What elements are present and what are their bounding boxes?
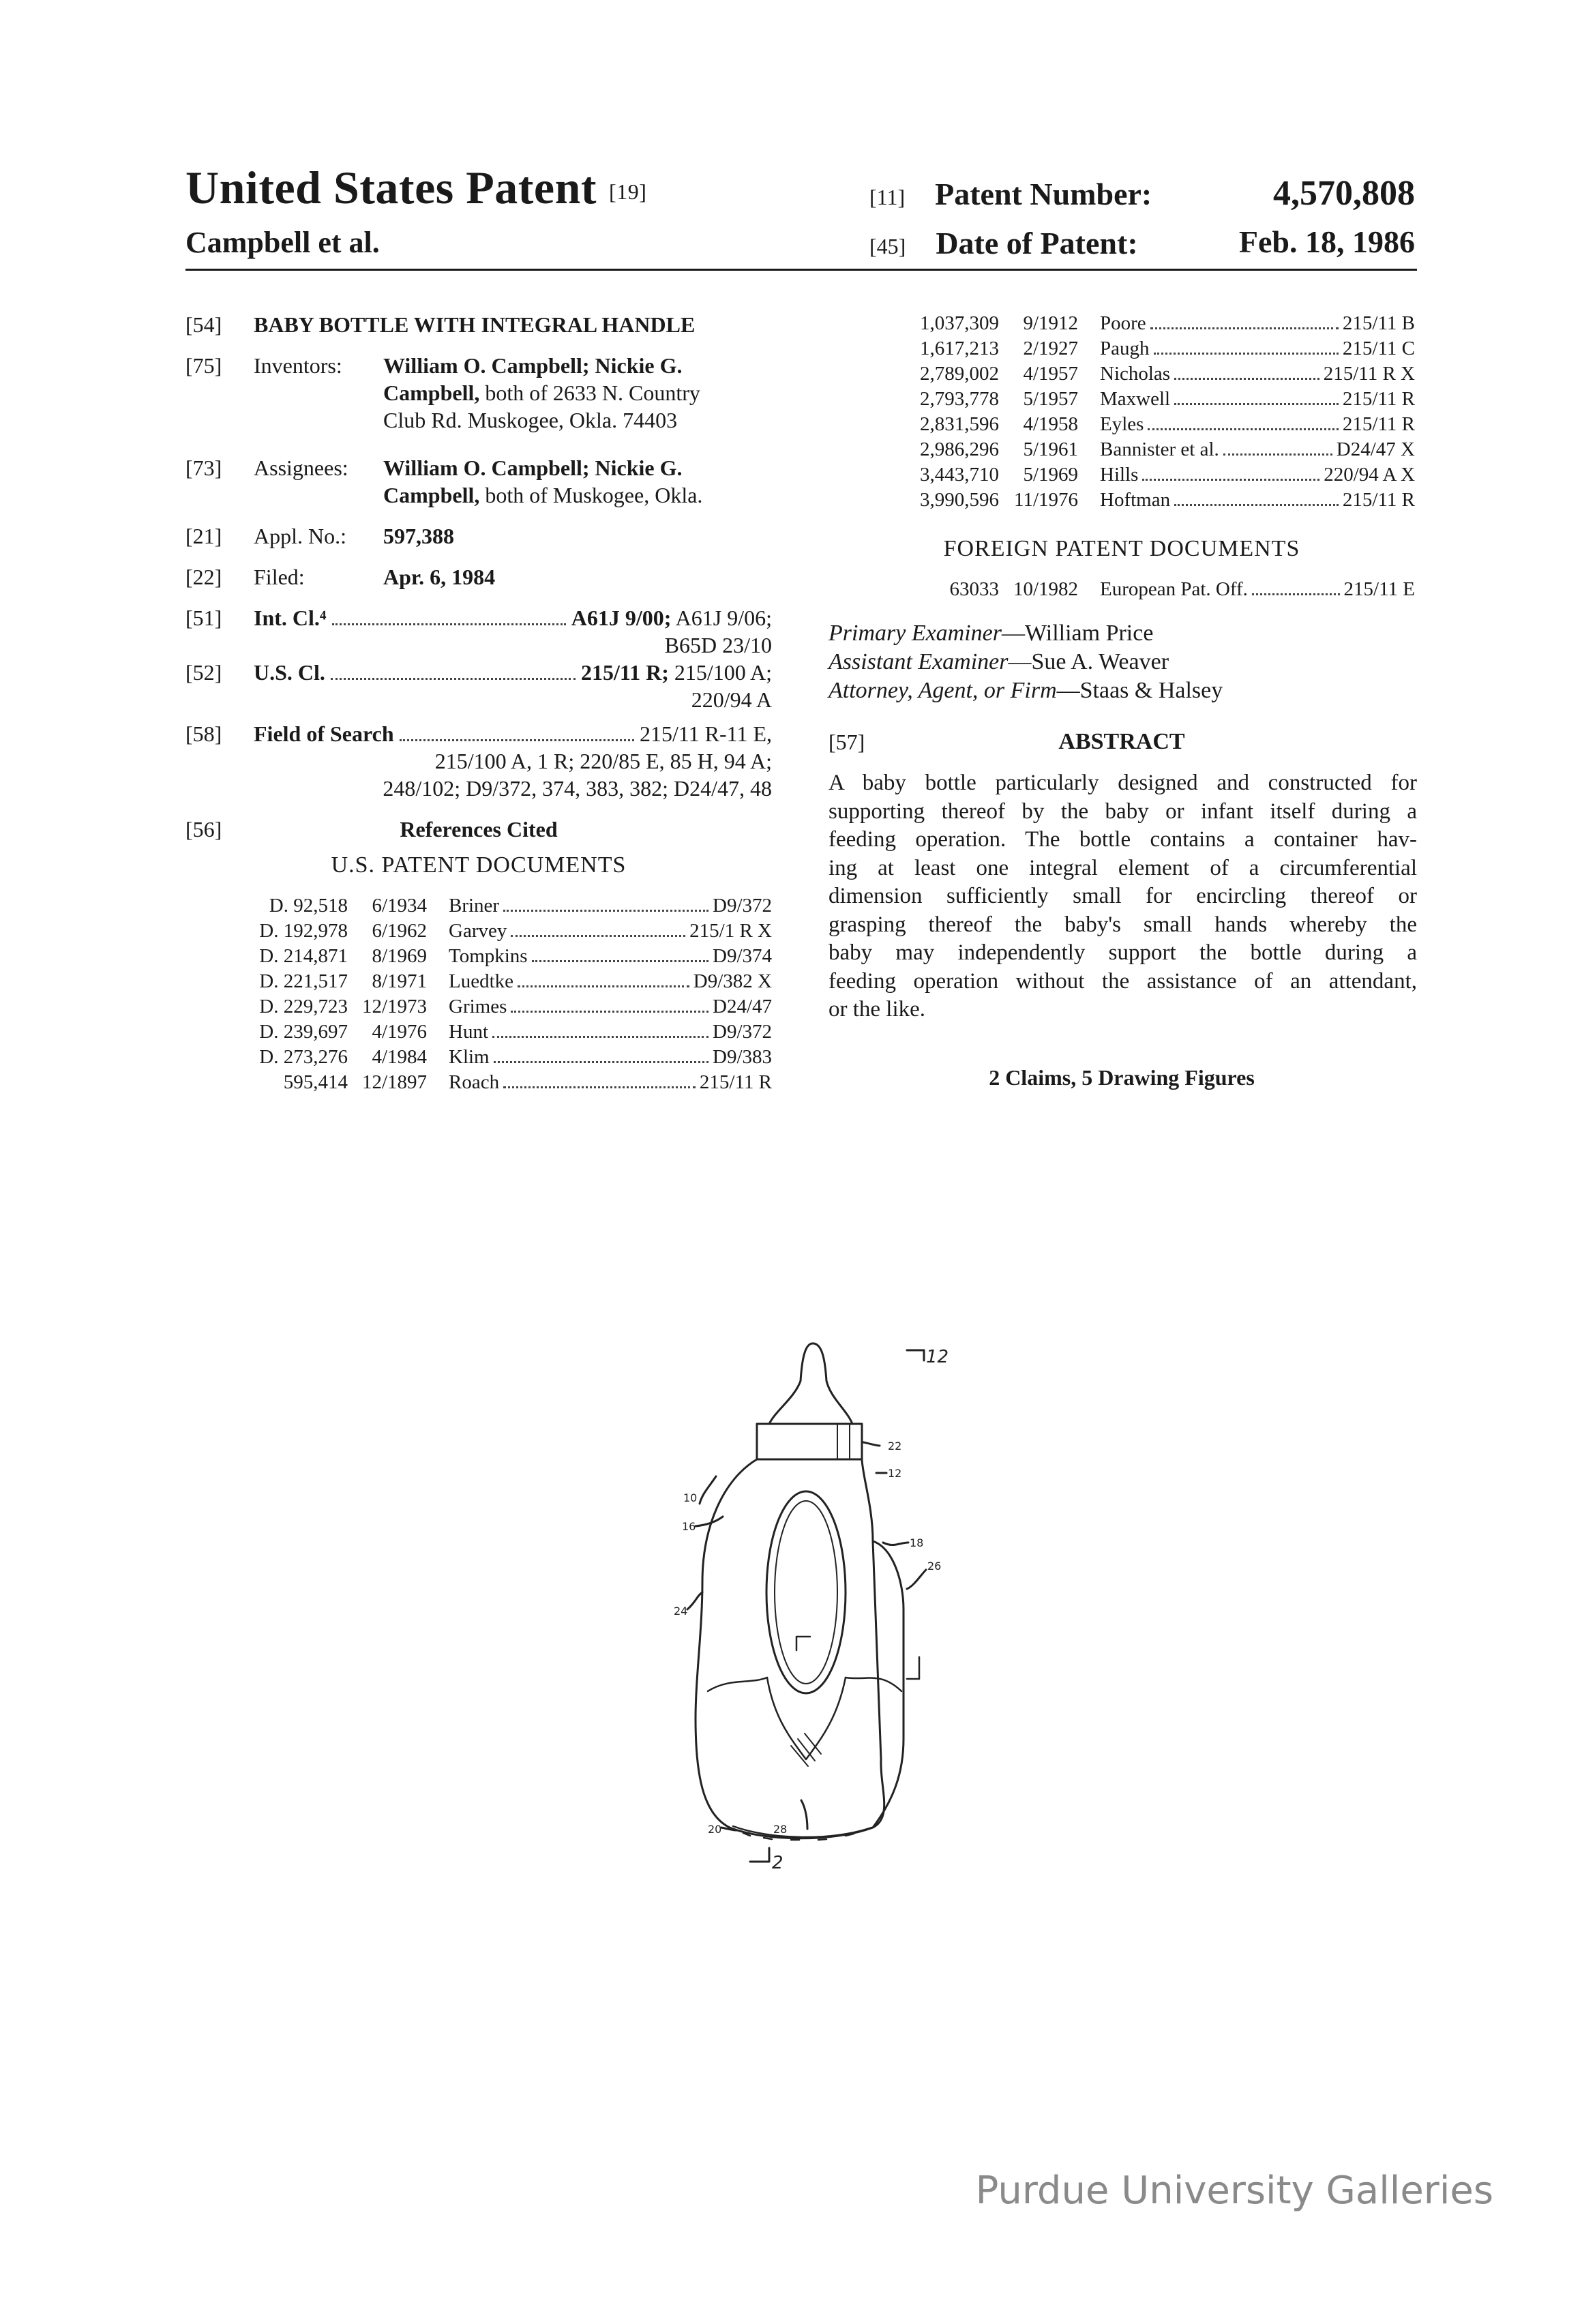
abstract-line: A baby bottle particularly designed and constructed for xyxy=(829,771,1417,795)
patent-date: Feb. 18, 1986 xyxy=(1238,224,1415,259)
patent-class: D9/372 xyxy=(713,1021,772,1043)
patent-date: 2/1927 xyxy=(1023,338,1078,359)
bottom-fig-label: 2 xyxy=(772,1853,783,1873)
patent-inventor: Poore xyxy=(1100,312,1146,334)
assignees-field: [73] Assignees: William O. Campbell; Nickie G. Campbell, both of Muskogee, Okla. xyxy=(185,456,703,507)
patent-inventor: Maxwell xyxy=(1100,388,1171,410)
patent-num: 2,831,596 xyxy=(920,413,999,435)
patent-date: 4/1957 xyxy=(1023,363,1078,385)
table-row xyxy=(205,893,772,919)
number-code: [11] xyxy=(869,185,906,209)
foreign-docs-head: FOREIGN PATENT DOCUMENTS xyxy=(943,536,1300,561)
patent-inventor: Eyles xyxy=(1100,413,1144,435)
patent-date: 9/1912 xyxy=(1023,312,1078,334)
table-row xyxy=(856,437,1415,462)
table-row xyxy=(856,311,1415,336)
us-docs-head: U.S. PATENT DOCUMENTS xyxy=(331,852,627,878)
patent-inventor: Hunt xyxy=(449,1021,488,1043)
collar xyxy=(757,1424,862,1459)
table-row xyxy=(205,994,772,1019)
patent-date: 5/1957 xyxy=(1023,388,1078,410)
patent-class: 215/11 R xyxy=(1342,413,1415,435)
patent-date: 5/1961 xyxy=(1023,438,1078,460)
assistant-examiner: —Sue A. Weaver xyxy=(1008,649,1169,674)
filed-field: [22] Filed: Apr. 6, 1984 xyxy=(185,565,496,589)
abstract-line: dimension sufficiently small for encircling thereof or xyxy=(829,884,1417,908)
table-row xyxy=(205,1045,772,1070)
figure-label: 12 xyxy=(926,1347,949,1367)
primary-examiner: —William Price xyxy=(1002,621,1154,646)
patent-num: 1,617,213 xyxy=(920,338,999,359)
date-label: Date of Patent: xyxy=(936,226,1138,260)
table-row xyxy=(205,1070,772,1095)
patent-class: 215/11 R X xyxy=(1323,363,1415,385)
patent-num: 2,986,296 xyxy=(920,438,999,460)
patent-date: 12/1973 xyxy=(361,996,427,1017)
patent-date-line xyxy=(869,225,1415,261)
patent-inventor: Luedtke xyxy=(449,970,514,992)
liquid-level xyxy=(708,1678,901,1691)
number-label: Patent Number: xyxy=(935,177,1152,211)
abstract-line: ing at least one integral element of a circumferential xyxy=(829,855,1417,880)
attorney: —Staas & Halsey xyxy=(1056,678,1223,703)
table-row: 63033 10/1982 European Pat. Off. 215/11 E xyxy=(949,578,1415,600)
patent-inventor: Bannister et al. xyxy=(1100,438,1219,460)
claims-count: 2 Claims, 5 Drawing Figures xyxy=(989,1065,1255,1090)
patent-inventor: Roach xyxy=(449,1071,500,1093)
handle-opening xyxy=(766,1491,846,1693)
table-row xyxy=(205,1019,772,1045)
table-row xyxy=(856,336,1415,361)
patent-num: 2,789,002 xyxy=(920,363,999,385)
patent-number: 4,570,808 xyxy=(1273,174,1415,213)
abstract-line: or the like. xyxy=(829,997,926,1022)
references-cited-head: [56] References Cited xyxy=(185,817,558,841)
ref-22: 22 xyxy=(888,1440,902,1452)
abstract-line: supporting thereof by the baby or infant itself during a xyxy=(829,799,1417,824)
filed-date: Apr. 6, 1984 xyxy=(383,565,496,589)
patent-title xyxy=(185,161,646,215)
patent-class: D9/374 xyxy=(713,945,772,967)
int-cl-field: [51] Int. Cl.⁴ A61J 9/00; A61J 9/06; B65D 23/10 xyxy=(185,606,772,657)
bottle-base xyxy=(733,1826,871,1840)
patent-inventor: Hills xyxy=(1100,464,1139,486)
ref-26: 26 xyxy=(927,1560,942,1573)
table-row xyxy=(205,944,772,969)
patent-inventor: Garvey xyxy=(449,920,507,942)
abstract-line: grasping thereof the baby's small hands whereby the xyxy=(829,912,1417,937)
table-row xyxy=(856,387,1415,412)
abstract-text xyxy=(829,769,1417,1024)
abstract-head: [57] ABSTRACT xyxy=(829,729,1185,754)
patent-num: D. 214,871 xyxy=(259,945,348,967)
patent-date: 8/1971 xyxy=(372,970,427,992)
bottle-body xyxy=(696,1459,884,1838)
patent-number-line xyxy=(869,176,1415,212)
examiners-block: Primary Examiner—William Price Assistant Examiner—Sue A. Weaver Attorney, Agent, or Firm—Staas & Halsey xyxy=(829,621,1223,703)
inventor-short: Campbell et al. xyxy=(185,226,380,259)
date-code: [45] xyxy=(869,234,906,258)
field-of-search: [58] Field of Search 215/11 R-11 E, 215/100 A, 1 R; 220/85 E, 85 H, 94 A; 248/102; D9/372, 374, 383, 382; D24/47, 48 xyxy=(185,721,772,801)
patent-num: D. 273,276 xyxy=(259,1046,348,1068)
ref-10: 10 xyxy=(683,1491,698,1504)
inventors-field: [75] Inventors: William O. Campbell; Nickie G. Campbell, both of 2633 N. Country Club Rd. Muskogee, Okla. 74403 xyxy=(185,353,700,432)
patent-inventor: Paugh xyxy=(1100,338,1150,359)
patent-class: 215/11 B xyxy=(1342,312,1415,334)
patent-inventor: Briner xyxy=(449,895,500,917)
patent-class: 220/94 A X xyxy=(1324,464,1415,486)
table-row xyxy=(856,412,1415,437)
patent-class: D24/47 X xyxy=(1336,438,1415,460)
appl-no: 597,388 xyxy=(383,524,454,548)
abstract-line: feeding operation without the assistance of an attendant, xyxy=(829,968,1417,994)
patent-date: 5/1969 xyxy=(1023,464,1078,486)
patent-date: 11/1976 xyxy=(1014,489,1078,511)
patent-class: 215/11 R xyxy=(699,1071,772,1093)
inventor-address: Club Rd. Muskogee, Okla. 74403 xyxy=(383,408,678,432)
patent-num: D. 192,978 xyxy=(259,920,348,942)
patent-date: 6/1934 xyxy=(372,895,427,917)
table-row xyxy=(856,462,1415,488)
ref-28: 28 xyxy=(773,1823,788,1836)
table-row xyxy=(856,361,1415,387)
us-patents-left-table xyxy=(205,893,772,1095)
patent-class: D24/47 xyxy=(713,996,772,1017)
patent-class: D9/382 X xyxy=(693,970,772,992)
patent-drawing xyxy=(655,1323,996,1882)
patent-num: D. 239,697 xyxy=(259,1021,348,1043)
patent-title-text: United States Patent xyxy=(185,162,597,213)
header-rule xyxy=(185,269,1417,271)
patent-date: 4/1976 xyxy=(372,1021,427,1043)
table-row xyxy=(856,488,1415,513)
table-row xyxy=(205,969,772,994)
inventor-names: William O. Campbell; Nickie G. xyxy=(383,353,683,378)
patent-class: D9/383 xyxy=(713,1046,772,1068)
patent-date: 6/1962 xyxy=(372,920,427,942)
patent-inventor: Hoftman xyxy=(1100,489,1171,511)
table-row xyxy=(205,919,772,944)
patent-inventor: Nicholas xyxy=(1100,363,1171,385)
ref-12: 12 xyxy=(888,1467,902,1480)
invention-title: BABY BOTTLE WITH INTEGRAL HANDLE xyxy=(254,312,696,337)
patent-class: 215/1 R X xyxy=(689,920,772,942)
patent-inventor: Klim xyxy=(449,1046,490,1068)
patent-num: 1,037,309 xyxy=(920,312,999,334)
bottle-figure-svg xyxy=(655,1323,996,1882)
patent-inventor: Tompkins xyxy=(449,945,528,967)
patent-inventor: Grimes xyxy=(449,996,507,1017)
ref-24: 24 xyxy=(674,1605,688,1618)
assignee-names: William O. Campbell; Nickie G. xyxy=(383,456,683,480)
ref-20: 20 xyxy=(708,1823,722,1836)
nipple xyxy=(769,1343,852,1424)
patent-date: 12/1897 xyxy=(361,1071,427,1093)
patent-date: 4/1958 xyxy=(1023,413,1078,435)
us-cl-field: [52] U.S. Cl. 215/11 R; 215/100 A; 220/94 A xyxy=(185,660,772,712)
watermark: Purdue University Galleries xyxy=(975,2169,1493,2213)
patent-num: D. 229,723 xyxy=(259,996,348,1017)
foreign-patents-table xyxy=(856,577,1415,602)
patent-class: 215/11 R xyxy=(1342,388,1415,410)
title-code: [19] xyxy=(609,179,647,204)
patent-num: 3,443,710 xyxy=(920,464,999,486)
us-patents-right-table xyxy=(856,311,1415,513)
abstract-line: baby may independently support the bottle during a xyxy=(829,940,1417,965)
patent-num: 3,990,596 xyxy=(920,489,999,511)
patent-num: 595,414 xyxy=(283,1071,348,1093)
appl-no-field: [21] Appl. No.: 597,388 xyxy=(185,524,454,548)
patent-class: 215/11 C xyxy=(1342,338,1415,359)
patent-num: D. 221,517 xyxy=(259,970,348,992)
abstract-line: feeding operation. The bottle contains a container hav- xyxy=(829,827,1417,852)
patent-class: D9/372 xyxy=(713,895,772,917)
patent-date: 4/1984 xyxy=(372,1046,427,1068)
patent-num: 2,793,778 xyxy=(920,388,999,410)
ref-16: 16 xyxy=(682,1520,696,1533)
patent-num: D. 92,518 xyxy=(269,895,348,917)
patent-date: 8/1969 xyxy=(372,945,427,967)
patent-class: 215/11 R xyxy=(1342,489,1415,511)
ref-18: 18 xyxy=(910,1536,924,1549)
